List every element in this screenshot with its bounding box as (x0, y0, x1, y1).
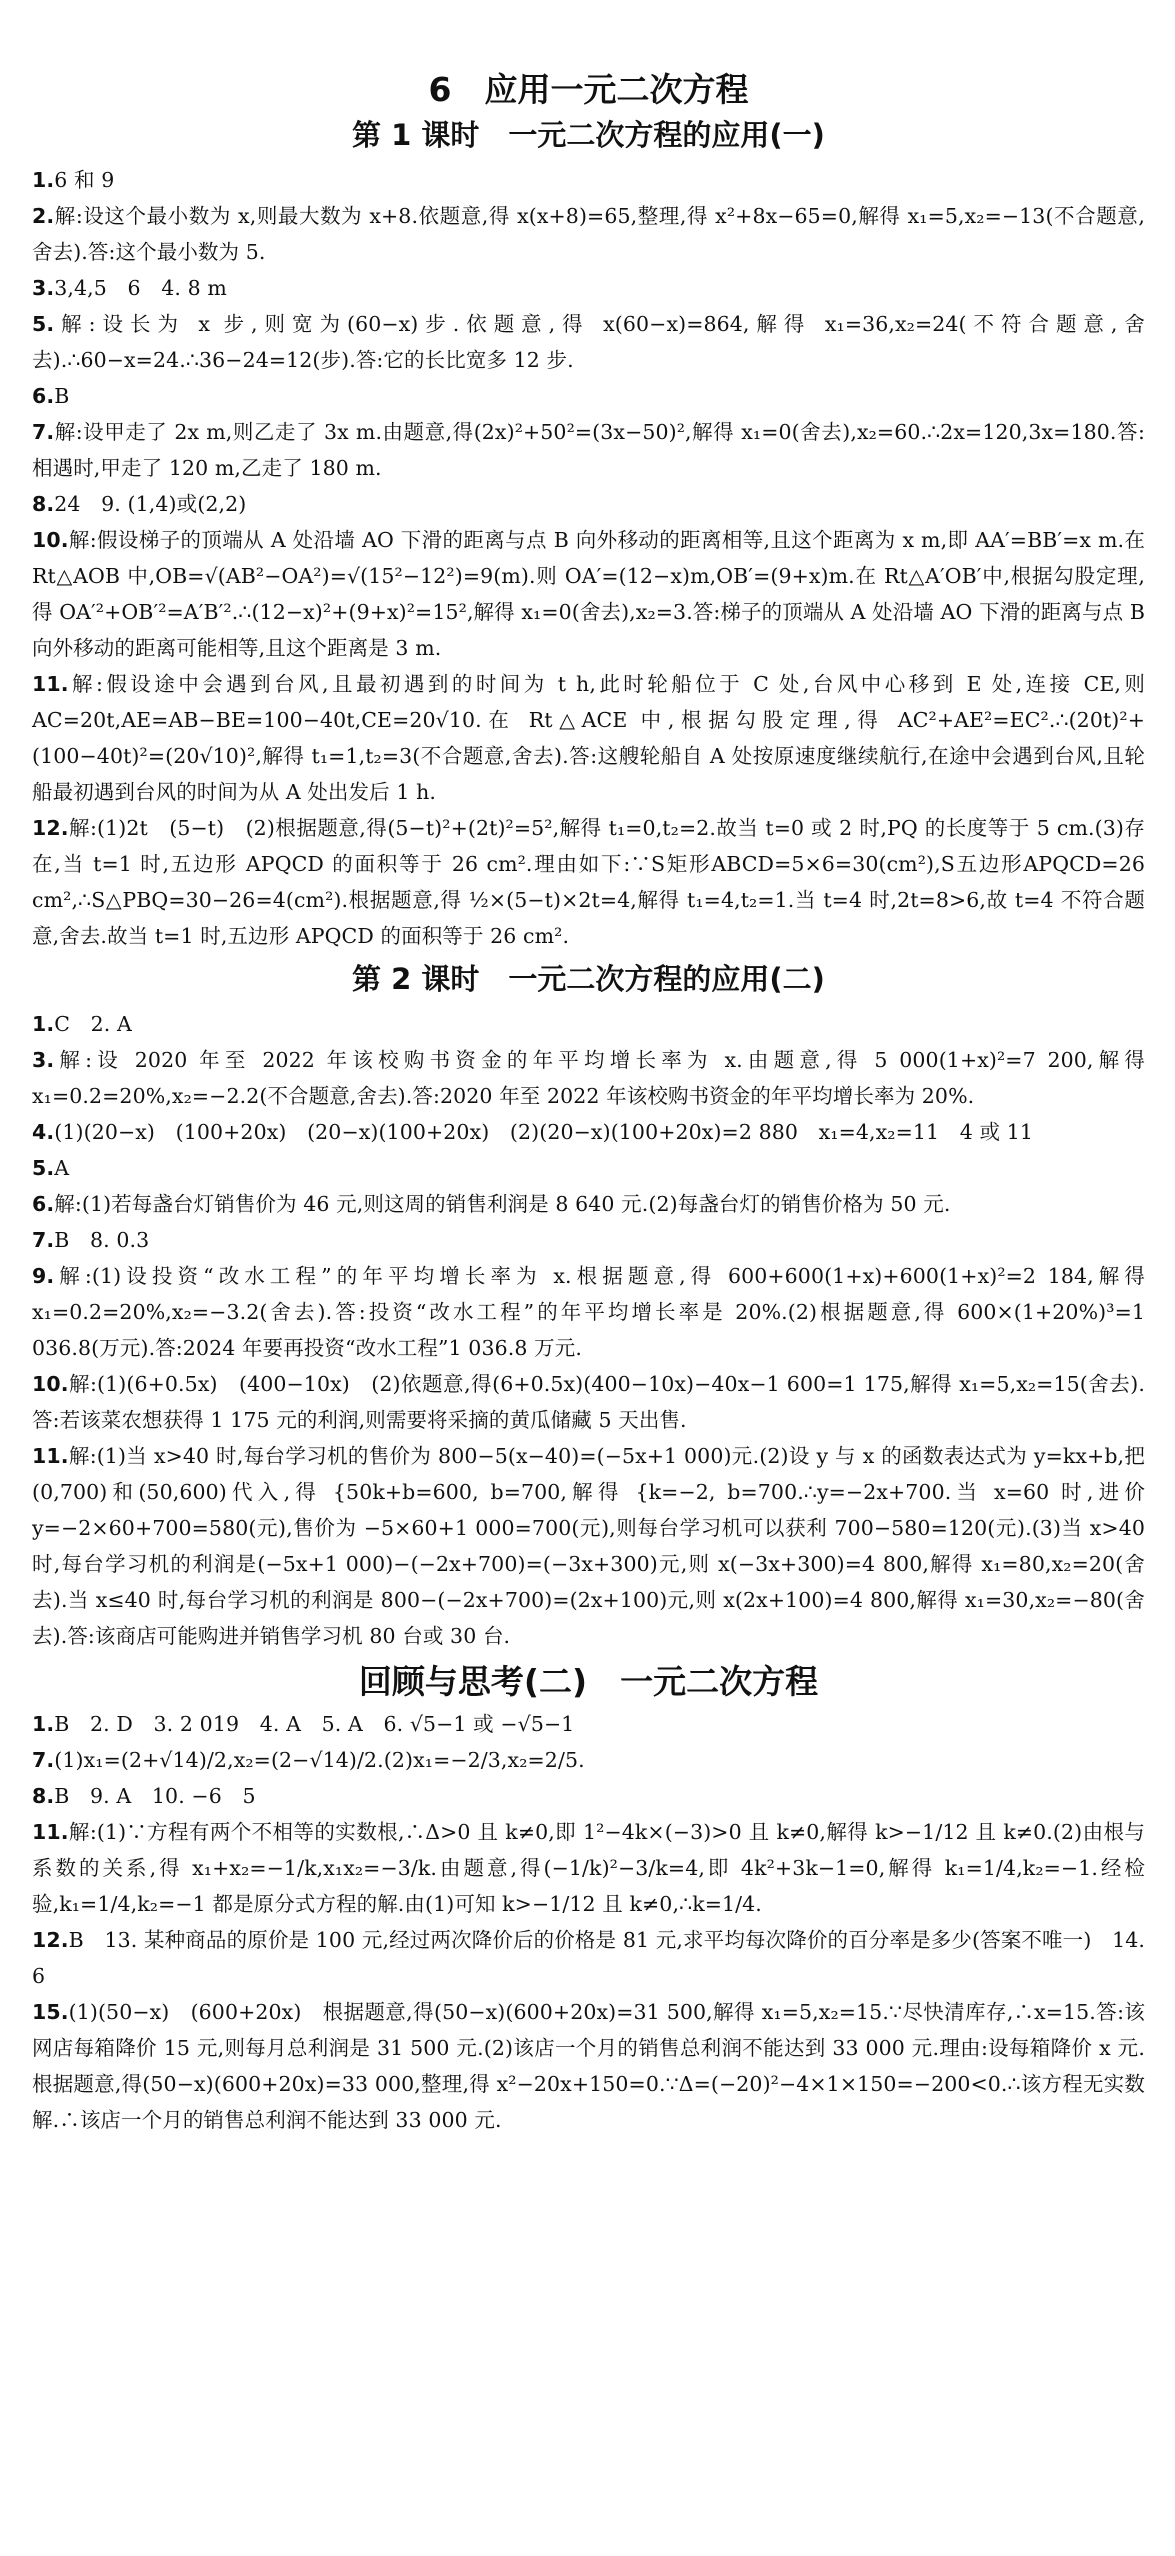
question-number: 7. (32, 1748, 55, 1772)
answer-text: 解:设甲走了 2x m,则乙走了 3x m.由题意,得(2x)²+50²=(3x−50)²,解得 x₁=0(舍去),x₂=60.∴2x=120,3x=180.答:相遇时,甲走了 120 m,乙走了 180 m. (32, 420, 1145, 480)
answer-entry (32, 1814, 1145, 1922)
answer-text: 6 和 9 (54, 168, 115, 192)
answer-text: 解:(1)设投资“改水工程”的年平均增长率为 x.根据题意,得 600+600(1+x)+600(1+x)²=2 184,解得 x₁=0.2=20%,x₂=−3.2(舍去).答:投资“改水工程”的年平均增长率是 20%.(2)根据题意,得 600×(1+20%)³=1 036.8(万元).答:2024 年要再投资“改水工程”1 036.8 万元. (32, 1264, 1145, 1360)
question-number: 4. (32, 1120, 55, 1144)
answer-text: (1)x₁=(2+√14)/2,x₂=(2−√14)/2.(2)x₁=−2/3,x₂=2/5. (54, 1748, 585, 1772)
question-number: 11. (32, 672, 69, 696)
answer-text: 解:设长为 x 步,则宽为(60−x)步.依题意,得 x(60−x)=864,解得 x₁=36,x₂=24(不符合题意,舍去).∴60−x=24.∴36−24=12(步).答:它的长比宽多 12 步. (32, 312, 1145, 372)
answer-entry (32, 1438, 1145, 1654)
question-number: 11. (32, 1444, 69, 1468)
answer-text: (1)(50−x) (600+20x) 根据题意,得(50−x)(600+20x)=31 500,解得 x₁=5,x₂=15.∵尽快清库存,∴x=15.答:该网店每箱降价 15 元,则每月总利润是 31 500 元.(2)该店一个月的销售总利润不能达到 33 000 元.理由:设每箱降价 x 元.根据题意,得(50−x)(600+20x)=33 000,整理,得 x²−20x+150=0.∵Δ=(−20)²−4×1×150=−200<0.∴该方程无实数解.∴该店一个月的销售总利润不能达到 33 000 元. (32, 2000, 1145, 2132)
answer-entry (32, 1922, 1145, 1994)
question-number: 5. (32, 1156, 55, 1180)
section-3 (32, 1658, 1145, 2138)
answer-text: 解:(1)∵方程有两个不相等的实数根,∴Δ>0 且 k≠0,即 1²−4k×(−3)>0 且 k≠0,解得 k>−1/12 且 k≠0.(2)由根与系数的关系,得 x₁+x₂=−1/k,x₁x₂=−3/k.由题意,得(−1/k)²−3/k=4,即 4k²+3k−1=0,解得 k₁=1/4,k₂=−1.经检验,k₁=1/4,k₂=−1 都是原分式方程的解.由(1)可知 k>−1/12 且 k≠0,∴k=1/4. (32, 1820, 1145, 1916)
question-number: 1. (32, 168, 55, 192)
answer-text: 24 9. (1,4)或(2,2) (54, 492, 247, 516)
lesson-subtitle: 第 2 课时 一元二次方程的应用(二) (352, 962, 825, 996)
answer-entry (32, 198, 1145, 270)
answer-list (32, 1706, 1145, 2138)
answer-text: 解:设这个最小数为 x,则最大数为 x+8.依题意,得 x(x+8)=65,整理,得 x²+8x−65=0,解得 x₁=5,x₂=−13(不合题意,舍去).答:这个最小数为 5. (32, 204, 1145, 264)
answer-text: 解:(1)2t (5−t) (2)根据题意,得(5−t)²+(2t)²=5²,解得 t₁=0,t₂=2.故当 t=0 或 2 时,PQ 的长度等于 5 cm.(3)存在,当 t=1 时,五边形 APQCD 的面积等于 26 cm².理由如下:∵S矩形ABCD=5×6=30(cm²),S五边形APQCD=26 cm²,∴S△PBQ=30−26=4(cm²).根据题意,得 ½×(5−t)×2t=4,解得 t₁=4,t₂=1.当 t=4 时,2t=8>6,故 t=4 不符合题意,舍去.故当 t=1 时,五边形 APQCD 的面积等于 26 cm². (32, 816, 1145, 948)
answer-entry (32, 306, 1145, 378)
answer-entry (32, 1150, 1145, 1186)
question-number: 1. (32, 1012, 55, 1036)
question-number: 10. (32, 528, 69, 552)
answer-entry (32, 1006, 1145, 1042)
review-title: 回顾与思考(二) 一元二次方程 (358, 1662, 819, 1701)
question-number: 1. (32, 1712, 55, 1736)
question-number: 10. (32, 1372, 69, 1396)
question-number: 6. (32, 1192, 55, 1216)
answer-entry (32, 1742, 1145, 1778)
answer-entry (32, 1258, 1145, 1366)
answer-text: B 13. 某种商品的原价是 100 元,经过两次降价后的价格是 81 元,求平均每次降价的百分率是多少(答案不唯一) 14. 6 (32, 1928, 1145, 1988)
answer-text: 3,4,5 6 4. 8 m (54, 276, 227, 300)
question-number: 15. (32, 2000, 69, 2024)
answer-text: B 2. D 3. 2 019 4. A 5. A 6. √5−1 或 −√5−1 (54, 1712, 575, 1736)
question-number: 3. (32, 276, 55, 300)
answer-text: (1)(20−x) (100+20x) (20−x)(100+20x) (2)(20−x)(100+20x)=2 880 x₁=4,x₂=11 4 或 11 (54, 1120, 1034, 1144)
answer-text: 解:假设梯子的顶端从 A 处沿墙 AO 下滑的距离与点 B 向外移动的距离相等,且这个距离为 x m,即 AA′=BB′=x m.在 Rt△AOB 中,OB=√(AB²−OA²)=√(15²−12²)=9(m).则 OA′=(12−x)m,OB′=(9+x)m.在 Rt△A′OB′中,根据勾股定理,得 OA′²+OB′²=A′B′².∴(12−x)²+(9+x)²=15²,解得 x₁=0(舍去),x₂=3.答:梯子的顶端从 A 处沿墙 AO 下滑的距离与点 B 向外移动的距离可能相等,且这个距离是 3 m. (32, 528, 1145, 660)
question-number: 12. (32, 816, 69, 840)
answer-entry (32, 1114, 1145, 1150)
lesson-subtitle: 第 1 课时 一元二次方程的应用(一) (352, 118, 825, 152)
question-number: 2. (32, 204, 55, 228)
answer-entry (32, 162, 1145, 198)
answer-text: 解:设 2020 年至 2022 年该校购书资金的年平均增长率为 x.由题意,得 5 000(1+x)²=7 200,解得 x₁=0.2=20%,x₂=−2.2(不合题意,舍去).答:2020 年至 2022 年该校购书资金的年平均增长率为 20%. (32, 1048, 1145, 1108)
question-number: 7. (32, 420, 55, 444)
answer-entry (32, 1042, 1145, 1114)
answer-text: 解:(1)若每盏台灯销售价为 46 元,则这周的销售利润是 8 640 元.(2)每盏台灯的销售价格为 50 元. (54, 1192, 951, 1216)
answer-entry (32, 1222, 1145, 1258)
question-number: 11. (32, 1820, 69, 1844)
answer-text: 解:(1)(6+0.5x) (400−10x) (2)依题意,得(6+0.5x)(400−10x)−40x−1 600=1 175,解得 x₁=5,x₂=15(舍去).答:若该菜农想获得 1 175 元的利润,则需要将采摘的黄瓜储藏 5 天出售. (32, 1372, 1145, 1432)
question-number: 5. (32, 312, 55, 336)
question-number: 8. (32, 1784, 55, 1808)
answer-entry (32, 1778, 1145, 1814)
answer-text: 解:(1)当 x>40 时,每台学习机的售价为 800−5(x−40)=(−5x+1 000)元.(2)设 y 与 x 的函数表达式为 y=kx+b,把(0,700)和(50,600)代入,得 {50k+b=600, b=700,解得 {k=−2, b=700.∴y=−2x+700.当 x=60 时,进价 y=−2×60+700=580(元),售价为 −5×60+1 000=700(元),则每台学习机可以获利 700−580=120(元).(3)当 x>40 时,每台学习机的利润是(−5x+1 000)−(−2x+700)=(−3x+300)元,则 x(−3x+300)=4 800,解得 x₁=80,x₂=20(舍去).当 x≤40 时,每台学习机的利润是 800−(−2x+700)=(2x+100)元,则 x(2x+100)=4 800,解得 x₁=30,x₂=−80(舍去).答:该商店可能购进并销售学习机 80 台或 30 台. (32, 1444, 1145, 1648)
question-number: 6. (32, 384, 55, 408)
answer-entry (32, 378, 1145, 414)
section-title: 6 应用一元二次方程 (428, 70, 749, 109)
question-number: 7. (32, 1228, 55, 1252)
answer-text: B (54, 384, 70, 408)
answer-entry (32, 810, 1145, 954)
answer-entry (32, 1366, 1145, 1438)
section-1 (32, 66, 1145, 954)
answer-list (32, 162, 1145, 954)
answer-text: C 2. A (54, 1012, 132, 1036)
answer-text: A (54, 1156, 70, 1180)
answer-entry (32, 522, 1145, 666)
answer-text: B 9. A 10. −6 5 (54, 1784, 256, 1808)
answer-text: B 8. 0.3 (54, 1228, 150, 1252)
question-number: 8. (32, 492, 55, 516)
question-number: 3. (32, 1048, 55, 1072)
section-2 (32, 958, 1145, 1654)
answer-entry (32, 1186, 1145, 1222)
answer-entry (32, 270, 1145, 306)
answer-entry (32, 486, 1145, 522)
answer-entry (32, 414, 1145, 486)
answer-entry (32, 666, 1145, 810)
question-number: 12. (32, 1928, 69, 1952)
answer-entry (32, 1994, 1145, 2138)
answer-text: 解:假设途中会遇到台风,且最初遇到的时间为 t h,此时轮船位于 C 处,台风中心移到 E 处,连接 CE,则 AC=20t,AE=AB−BE=100−40t,CE=20√10.在 Rt△ACE 中,根据勾股定理,得 AC²+AE²=EC².∴(20t)²+(100−40t)²=(20√10)²,解得 t₁=1,t₂=3(不合题意,舍去).答:这艘轮船自 A 处按原速度继续航行,在途中会遇到台风,且轮船最初遇到台风的时间为从 A 处出发后 1 h. (32, 672, 1145, 804)
answer-entry (32, 1706, 1145, 1742)
answer-list (32, 1006, 1145, 1654)
question-number: 9. (32, 1264, 55, 1288)
